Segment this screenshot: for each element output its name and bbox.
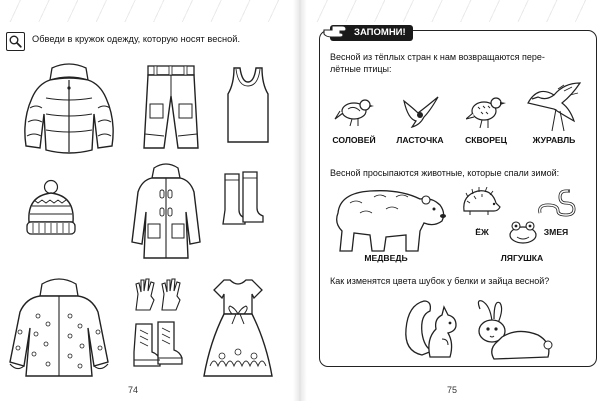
tank-top[interactable] bbox=[222, 64, 274, 146]
snake-icon bbox=[536, 187, 576, 217]
remember-badge bbox=[330, 25, 413, 41]
task-instruction: Обведи в кружок одежду, которую носят весной. bbox=[32, 34, 241, 44]
animal-label-bear: МЕДВЕДЬ bbox=[364, 253, 408, 263]
remember-box bbox=[319, 27, 597, 367]
squirrel-icon bbox=[402, 295, 466, 361]
boots[interactable] bbox=[130, 320, 186, 370]
knit-hat[interactable] bbox=[22, 178, 80, 238]
magnifier-icon bbox=[6, 32, 25, 51]
winter-coat[interactable] bbox=[4, 276, 114, 380]
birds-text: Весной из тёплых стран к нам возвращаются пере- лётные птицы: bbox=[330, 52, 545, 74]
swallow-icon bbox=[400, 95, 440, 129]
book-gutter bbox=[293, 0, 307, 401]
nightingale-icon bbox=[334, 93, 374, 129]
crane-icon bbox=[524, 81, 584, 135]
puffer-jacket[interactable] bbox=[18, 58, 120, 158]
bird-label-crane: ЖУРАВЛЬ bbox=[532, 135, 576, 145]
animal-label-snake: ЗМЕЯ bbox=[543, 227, 569, 237]
bear-icon bbox=[330, 183, 448, 255]
page-number: 75 bbox=[447, 385, 458, 395]
dress[interactable] bbox=[200, 276, 276, 382]
bird-label-starling: СКВОРЕЦ bbox=[465, 135, 507, 145]
rubber-boots[interactable] bbox=[219, 170, 265, 226]
page-number: 74 bbox=[128, 385, 139, 395]
pointing-hand-icon bbox=[322, 20, 350, 42]
remember-label: ЗАПОМНИ! bbox=[354, 27, 406, 38]
frog-icon bbox=[506, 219, 540, 245]
animal-label-frog: ЛЯГУШКА bbox=[500, 253, 544, 263]
hare-icon bbox=[468, 299, 554, 363]
header-stripes bbox=[307, 0, 600, 22]
question-text: Как изменятся цвета шубок у белки и зайца весной? bbox=[330, 276, 550, 286]
hedgehog-icon bbox=[460, 187, 502, 217]
bird-label-swallow: ЛАСТОЧКА bbox=[396, 135, 444, 145]
left-page bbox=[0, 0, 293, 401]
trousers[interactable] bbox=[140, 62, 202, 152]
right-page bbox=[307, 0, 600, 401]
animal-label-hedgehog: ЁЖ bbox=[475, 227, 489, 237]
duffle-coat[interactable] bbox=[130, 162, 202, 262]
gloves[interactable] bbox=[132, 276, 184, 312]
bird-label-nightingale: СОЛОВЕЙ bbox=[332, 135, 376, 145]
animals-text: Весной просыпаются животные, которые спали зимой: bbox=[330, 168, 560, 178]
header-stripes bbox=[0, 0, 293, 22]
starling-icon bbox=[466, 91, 506, 131]
